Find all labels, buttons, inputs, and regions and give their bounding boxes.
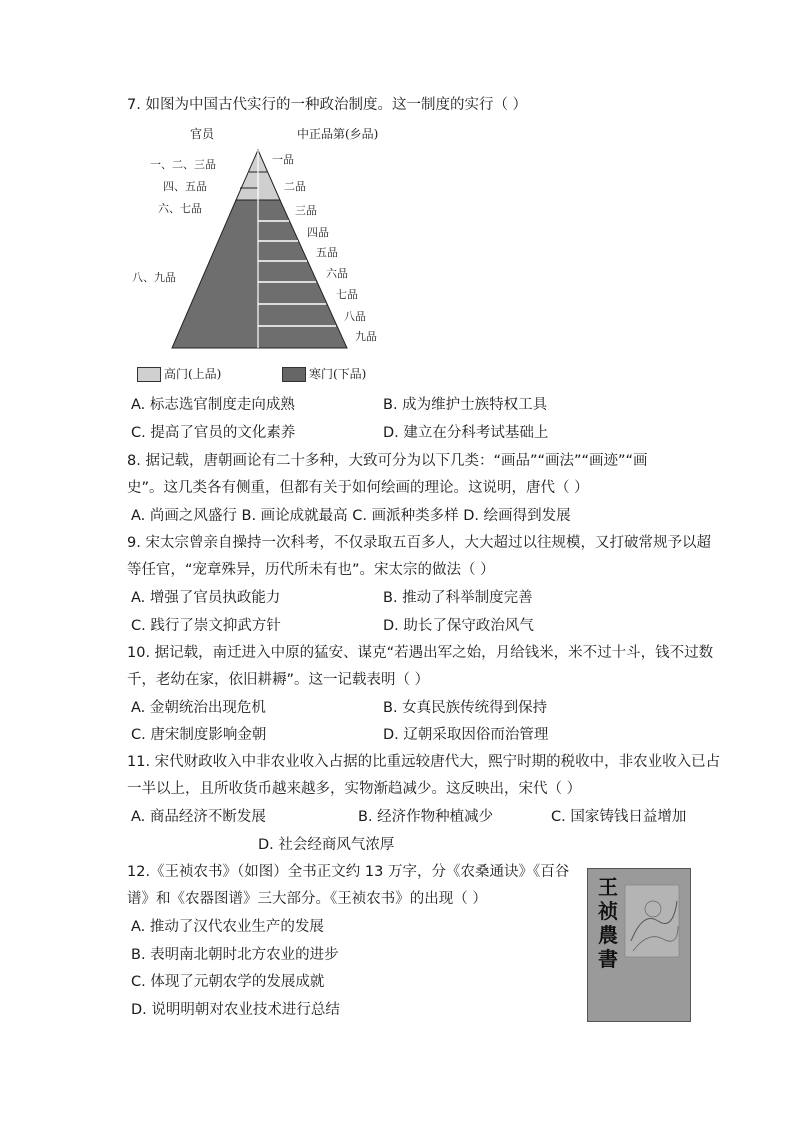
q11-line2: 一半以上，且所收货币越来越多，实物渐趋减少。这反映出，宋代（ ） xyxy=(127,781,582,797)
legend-high-label: 高门(上品) xyxy=(164,367,222,381)
legend-low-label: 寒门(下品) xyxy=(309,367,367,381)
q11-option-b: B. 经济作物种植减少 xyxy=(358,809,494,825)
right-label-7: 七品 xyxy=(336,288,358,301)
right-label-3: 三品 xyxy=(295,204,317,217)
pyramid-col-left: 官员 xyxy=(190,127,215,141)
left-label-4: 八、九品 xyxy=(132,271,176,284)
q12-option-a: A. 推动了汉代农业生产的发展 xyxy=(131,919,324,935)
legend-low-swatch xyxy=(282,367,306,382)
q12-option-c: C. 体现了元朝农学的发展成就 xyxy=(131,974,325,990)
book-title: 王祯農書 xyxy=(598,875,618,971)
q10-option-b: B. 女真民族传统得到保持 xyxy=(383,700,548,716)
q11-line1: 11. 宋代财政收入中非农业收入占据的比重远较唐代大，熙宁时期的税收中，非农业收入已占 xyxy=(127,754,721,770)
right-label-8: 八品 xyxy=(344,310,366,323)
q12-line2: 谱》和《农器图谱》三大部分。《王祯农书》的出现（ ） xyxy=(127,891,487,907)
q7-option-d: D. 建立在分科考试基础上 xyxy=(383,425,549,441)
q7-option-a: A. 标志选官制度走向成熟 xyxy=(131,397,295,413)
q8-line1: 8. 据记载，唐朝画论有二十多种，大致可分为以下几类：“画品”“画法”“画迹”“画 xyxy=(127,453,648,469)
q10-option-d: D. 辽朝采取因俗而治管理 xyxy=(383,727,549,743)
q9-option-a: A. 增强了官员执政能力 xyxy=(131,590,281,606)
q11-option-d: D. 社会经商风气浓厚 xyxy=(258,837,395,853)
q11-option-a: A. 商品经济不断发展 xyxy=(131,809,266,825)
q9-line2: 等任官，“宠章殊异，历代所未有也”。宋太宗的做法（ ） xyxy=(127,562,495,578)
q9-option-c: C. 践行了崇文抑武方针 xyxy=(131,618,281,634)
q7-option-c: C. 提高了官员的文化素养 xyxy=(131,425,296,441)
pyramid-col-right: 中正品第(乡品) xyxy=(297,127,379,141)
q11-option-c: C. 国家铸钱日益增加 xyxy=(551,809,687,825)
left-label-1: 一、二、三品 xyxy=(150,158,216,171)
q9-line1: 9. 宋太宗曾亲自操持一次科考，不仅录取五百多人，大大超过以往规模，又打破常规予以超 xyxy=(127,535,711,551)
right-label-1: 一品 xyxy=(272,153,294,166)
q12-line1: 12.《王祯农书》（如图）全书正文约 13 万字，分《农桑通诀》《百谷 xyxy=(127,864,570,880)
q10-line2: 千，老幼在家，依旧耕耨”。这一记载表明（ ） xyxy=(127,672,430,688)
legend-high-swatch xyxy=(137,367,161,382)
cover-illustration xyxy=(623,881,683,961)
q10-option-a: A. 金朝统治出现危机 xyxy=(131,700,266,716)
q8-options: A. 尚画之风盛行 B. 画论成就最高 C. 画派种类多样 D. 绘画得到发展 xyxy=(131,508,571,524)
q7-stem: 7. 如图为中国古代实行的一种政治制度。这一制度的实行（ ） xyxy=(127,97,528,113)
q7-option-b: B. 成为维护士族特权工具 xyxy=(383,397,548,413)
right-label-4: 四品 xyxy=(307,226,329,239)
q9-option-b: B. 推动了科举制度完善 xyxy=(383,590,533,606)
q10-line1: 10. 据记载，南迁进入中原的猛安、谋克“若遇出军之始，月给钱米，米不过十斗，钱不过数 xyxy=(127,645,714,661)
left-label-3: 六、七品 xyxy=(158,202,202,215)
q10-option-c: C. 唐宋制度影响金朝 xyxy=(131,727,267,743)
q8-line2: 史”。这几类各有侧重，但都有关于如何绘画的理论。这说明，唐代（ ） xyxy=(127,480,589,496)
right-label-6: 六品 xyxy=(326,267,348,280)
q12-option-b: B. 表明南北朝时北方农业的进步 xyxy=(131,947,339,963)
q12-option-d: D. 说明明朝对农业技术进行总结 xyxy=(131,1002,340,1018)
q9-option-d: D. 助长了保守政治风气 xyxy=(383,618,534,634)
right-label-2: 二品 xyxy=(284,180,306,193)
right-label-5: 五品 xyxy=(316,246,338,259)
left-label-2: 四、五品 xyxy=(163,180,207,193)
wangzhen-nongshu-cover-image xyxy=(587,868,691,1022)
right-label-9: 九品 xyxy=(355,330,377,343)
